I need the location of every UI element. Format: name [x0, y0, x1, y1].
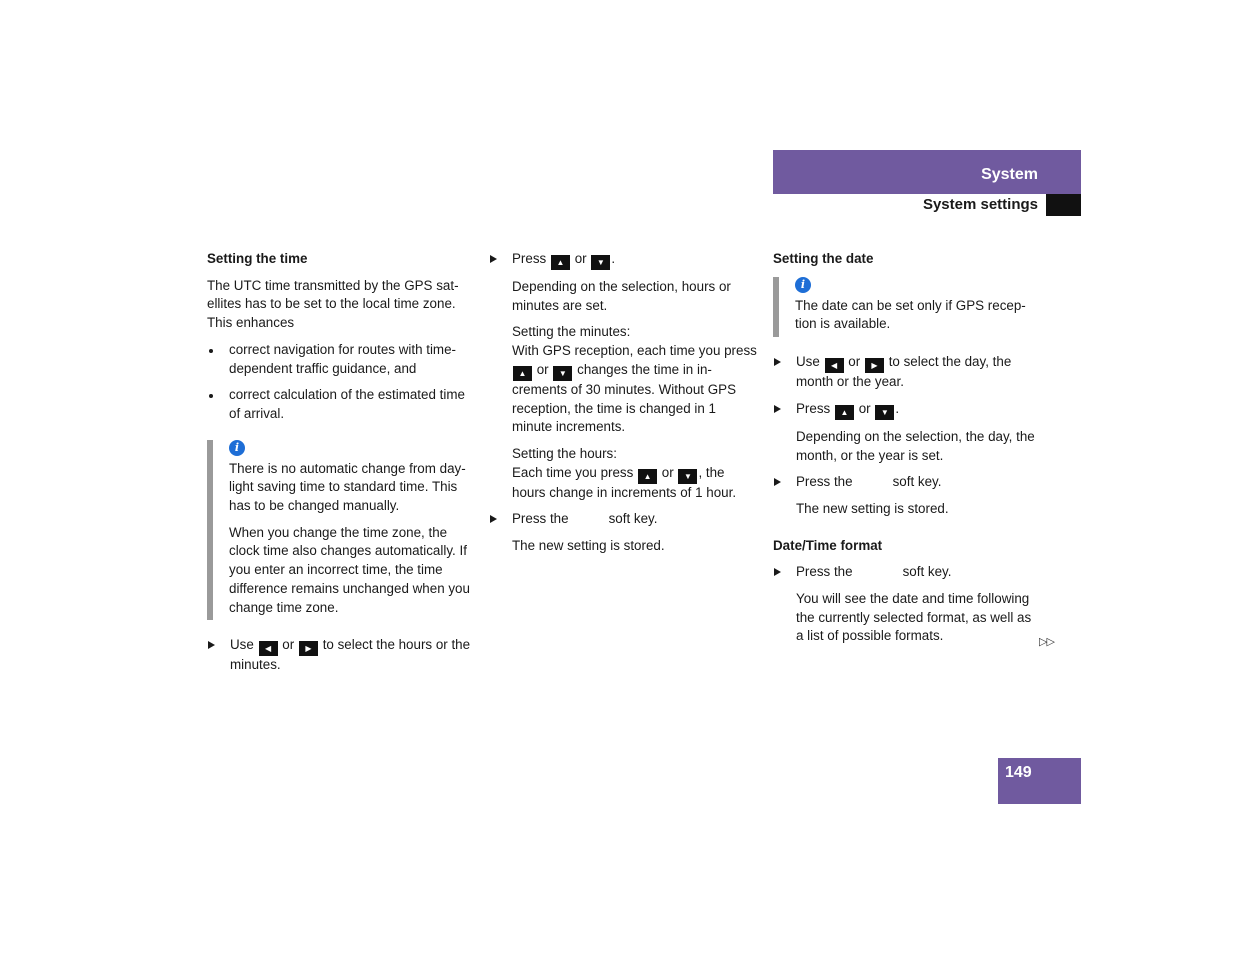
- info-text: The date can be set only if GPS recep-tion is available.: [795, 297, 1026, 332]
- column-time-steps: [489, 250, 757, 564]
- page-number: 149: [1005, 764, 1032, 781]
- stored-text: The new setting is stored.: [512, 538, 665, 554]
- step-select-day: Use ◀ or ▶ to select the day, the month or the year.: [773, 353, 1041, 392]
- up-arrow-key-icon: ▲: [513, 366, 532, 381]
- up-arrow-key-icon: ▲: [551, 255, 570, 270]
- left-arrow-key-icon: ◀: [825, 358, 844, 373]
- up-arrow-key-icon: ▲: [835, 405, 854, 420]
- heading-setting-time: Setting the time: [207, 251, 308, 266]
- page-number-box: [998, 758, 1081, 804]
- column-setting-date: [773, 250, 1041, 654]
- heading-setting-date: Setting the date: [773, 251, 874, 266]
- info-icon: i: [229, 440, 245, 456]
- section-title: System: [981, 166, 1038, 183]
- info-icon: i: [795, 277, 811, 293]
- step-press-soft-key: Press the soft key.: [489, 510, 757, 529]
- info-note-dst: [207, 440, 475, 621]
- info-text: When you change the time zone, the clock time also changes automatically. If you enter an incorrect time, the time difference remains unchanged when you change time zone.: [229, 524, 470, 615]
- minutes-paragraph: Setting the minutes: With GPS reception, each time you press ▲ or ▼ changes the time in in-crements of 30 minutes. Without GPS reception, the time is changed in 1 minute increments.: [512, 324, 757, 435]
- right-arrow-key-icon: ▶: [299, 641, 318, 656]
- stored-text: The new setting is stored.: [796, 500, 949, 516]
- section-header-bar: [773, 150, 1081, 194]
- down-arrow-key-icon: ▼: [875, 405, 894, 420]
- step-press-soft-key: Press the soft key.: [773, 473, 1041, 492]
- hours-paragraph: Setting the hours: Each time you press ▲ or ▼ , the hours change in increments of 1 hour.: [512, 445, 737, 500]
- info-note-gps: [773, 277, 1041, 337]
- down-arrow-key-icon: ▼: [553, 366, 572, 381]
- down-arrow-key-icon: ▼: [591, 255, 610, 270]
- info-text: There is no automatic change from day-light saving time to standard time. This has to be changed manually.: [229, 460, 466, 514]
- intro-text: The UTC time transmitted by the GPS sat-ellites has to be set to the local time zone. This enhances: [207, 277, 459, 331]
- step-press-up-down: Press ▲ or ▼ .: [773, 400, 1041, 420]
- header-marker-block: [1046, 194, 1081, 216]
- left-arrow-key-icon: ◀: [259, 641, 278, 656]
- format-text: You will see the date and time following the currently selected format, as well as a list of possible formats.: [796, 591, 1032, 644]
- down-arrow-key-icon: ▼: [678, 469, 697, 484]
- subsection-title: System settings: [922, 196, 1038, 213]
- step-select-hours: Use ◀ or ▶ to select the hours or the minutes.: [207, 636, 475, 675]
- result-text: Depending on the selection, hours or minutes are set.: [512, 279, 731, 313]
- step-press-up-down: Press ▲ or ▼ .: [489, 250, 757, 270]
- right-arrow-key-icon: ▶: [865, 358, 884, 373]
- up-arrow-key-icon: ▲: [638, 469, 657, 484]
- heading-date-time-format: Date/Time format: [773, 537, 883, 553]
- result-text: Depending on the selection, the day, the month, or the year is set.: [796, 428, 1035, 463]
- continue-arrows-icon: ▷▷: [1039, 636, 1054, 648]
- bullet-item: correct navigation for routes with time-dependent traffic guidance, and: [207, 341, 475, 378]
- column-setting-time: [207, 250, 475, 683]
- bullet-item: correct calculation of the estimated time of arrival.: [207, 386, 475, 423]
- step-press-format-soft-key: Press the soft key.: [773, 563, 1041, 582]
